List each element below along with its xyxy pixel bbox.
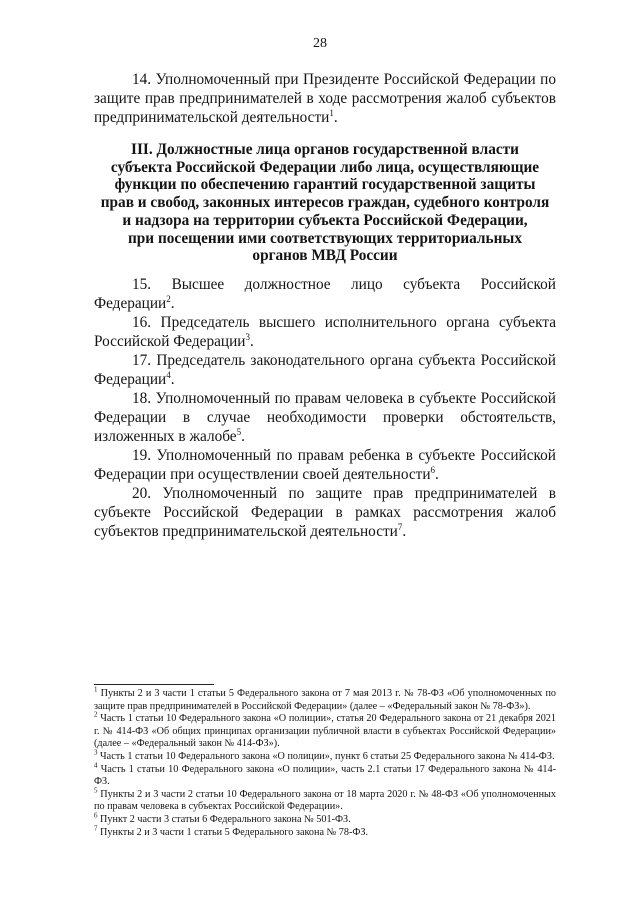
paragraph-text: 18. Уполномоченный по правам человека в субъекте Российской Федерации в случае необходимости проверки обстоятельств, изложенных в жалобе: [94, 390, 556, 445]
heading-line: органов МВД России: [252, 247, 398, 265]
heading-line: функции по обеспечению гарантий государственной защиты: [114, 176, 536, 194]
paragraph-19: 19. Уполномоченный по правам ребенка в субъекте Российской Федерации при осуществлении своей деятельности$^6$.: [94, 447, 556, 483]
footnote-divider: [94, 684, 214, 685]
paragraph-text: 20. Уполномоченный по защите прав предпринимателей в субъекте Российской Федерации в рамках рассмотрения жалоб субъектов предпринимательской деятельности: [94, 485, 556, 540]
paragraph-text: 14. Уполномоченный при Президенте Российской Федерации по защите прав предпринимателей в ходе рассмотрения жалоб субъектов предпринимательской деятельности: [94, 71, 556, 126]
intro-block: [94, 70, 556, 127]
heading-line: III. Должностные лица органов государственной власти: [131, 141, 519, 158]
section-heading: [80, 141, 570, 265]
footnote-number: 6: [94, 811, 98, 820]
paragraph-14: 14. Уполномоченный при Президенте Российской Федерации по защите прав предпринимателей в ходе рассмотрения жалоб субъектов предпринимательской деятельности$^1$.: [94, 71, 556, 126]
footnote-ref: 7: [397, 521, 403, 532]
paragraph-text: 15. Высшее должностное лицо субъекта Российской Федерации: [94, 276, 556, 312]
paragraph-20: 20. Уполномоченный по защите прав предпринимателей в субъекте Российской Федерации в рамках рассмотрения жалоб субъектов предпринимательской деятельности$^7$.: [94, 485, 556, 540]
heading-line: и надзора на территории субъекта Российской Федерации,: [122, 211, 528, 229]
heading-line: при посещении ими соответствующих территориальных: [127, 229, 523, 247]
footnote-text: Пункты 2 и 3 части 2 статьи 10 Федерального закона от 18 марта 2020 г. № 48-ФЗ «Об уполномоченных по правам человека в субъектах Российской Федерации».: [94, 788, 557, 813]
paragraph-18: 18. Уполномоченный по правам человека в субъекте Российской Федерации в случае необходимости проверки обстоятельств, изложенных в жалобе$^5$.: [94, 390, 556, 445]
footnote-text: Часть 1 статьи 10 Федерального закона «О полиции», пункт 6 статьи 25 Федерального закона № 414-ФЗ.: [100, 750, 555, 762]
footnote-number: 3: [94, 748, 98, 757]
footnote-ref: 2: [166, 293, 171, 304]
heading-line: прав и свобод, законных интересов граждан, судебного контроля: [100, 194, 550, 212]
footnote-number: 1: [94, 685, 98, 694]
items-list: [94, 275, 556, 541]
footnote-number: 5: [94, 786, 98, 795]
footnote-ref: 6: [430, 464, 436, 475]
footnote: [94, 748, 556, 764]
footnote-number: 4: [94, 761, 98, 770]
footnote: [94, 761, 557, 789]
footnotes: [94, 685, 557, 839]
footnote-ref: 5: [236, 426, 242, 437]
paragraph-text: 16. Председатель высшего исполнительного органа субъекта Российской Федерации: [94, 314, 556, 350]
paragraph-text: 17. Председатель законодательного органа субъекта Российской Федерации: [94, 352, 556, 388]
paragraph-16: 16. Председатель высшего исполнительного органа субъекта Российской Федерации$^3$.: [94, 314, 556, 350]
footnote-number: 7: [94, 824, 98, 833]
footnote: [94, 710, 556, 751]
footnote-text: Пункты 2 и 3 части 1 статьи 5 Федерального закона от 7 мая 2013 г. № 78-ФЗ «Об уполномоченных по защите прав предпринимателей в Российской Федерации» (далее – «Федеральный закон № 78-ФЗ»).: [94, 688, 557, 712]
footnote-text: Часть 1 статьи 10 Федерального закона «О полиции», статья 20 Федерального закона от 21 декабря 2021 г. № 414-ФЗ «Об общих принципах организации публичной власти в субъектах Российской Федерации» (далее – «Федеральный закон № 414-ФЗ»).: [94, 713, 556, 750]
footnote-text: Часть 1 статьи 10 Федерального закона «О полиции», часть 2.1 статьи 17 Федерального закона № 414-ФЗ.: [94, 763, 557, 788]
paragraph-17: 17. Председатель законодательного органа субъекта Российской Федерации$^4$.: [94, 352, 556, 388]
heading-line: субъекта Российской Федерации либо лица, осуществляющие: [110, 158, 540, 176]
footnote-ref: 4: [166, 369, 171, 380]
footnote-ref: 1: [329, 107, 334, 118]
footnote: [94, 811, 556, 827]
footnote: [94, 685, 557, 713]
footnote: [94, 824, 556, 840]
footnote-text: Пункты 2 и 3 части 1 статьи 5 Федерального закона № 78-ФЗ.: [100, 826, 369, 838]
footnote-text: Пункт 2 части 3 статьи 6 Федерального закона № 501-ФЗ.: [100, 813, 351, 825]
paragraph-15: 15. Высшее должностное лицо субъекта Российской Федерации$^2$.: [94, 276, 556, 312]
paragraph-text: 19. Уполномоченный по правам ребенка в субъекте Российской Федерации при осуществлении своей деятельности: [94, 447, 556, 483]
page-number: 28: [313, 36, 327, 51]
footnote-number: 2: [94, 710, 98, 719]
footnote: [94, 786, 557, 814]
footnote-ref: 3: [245, 331, 250, 342]
